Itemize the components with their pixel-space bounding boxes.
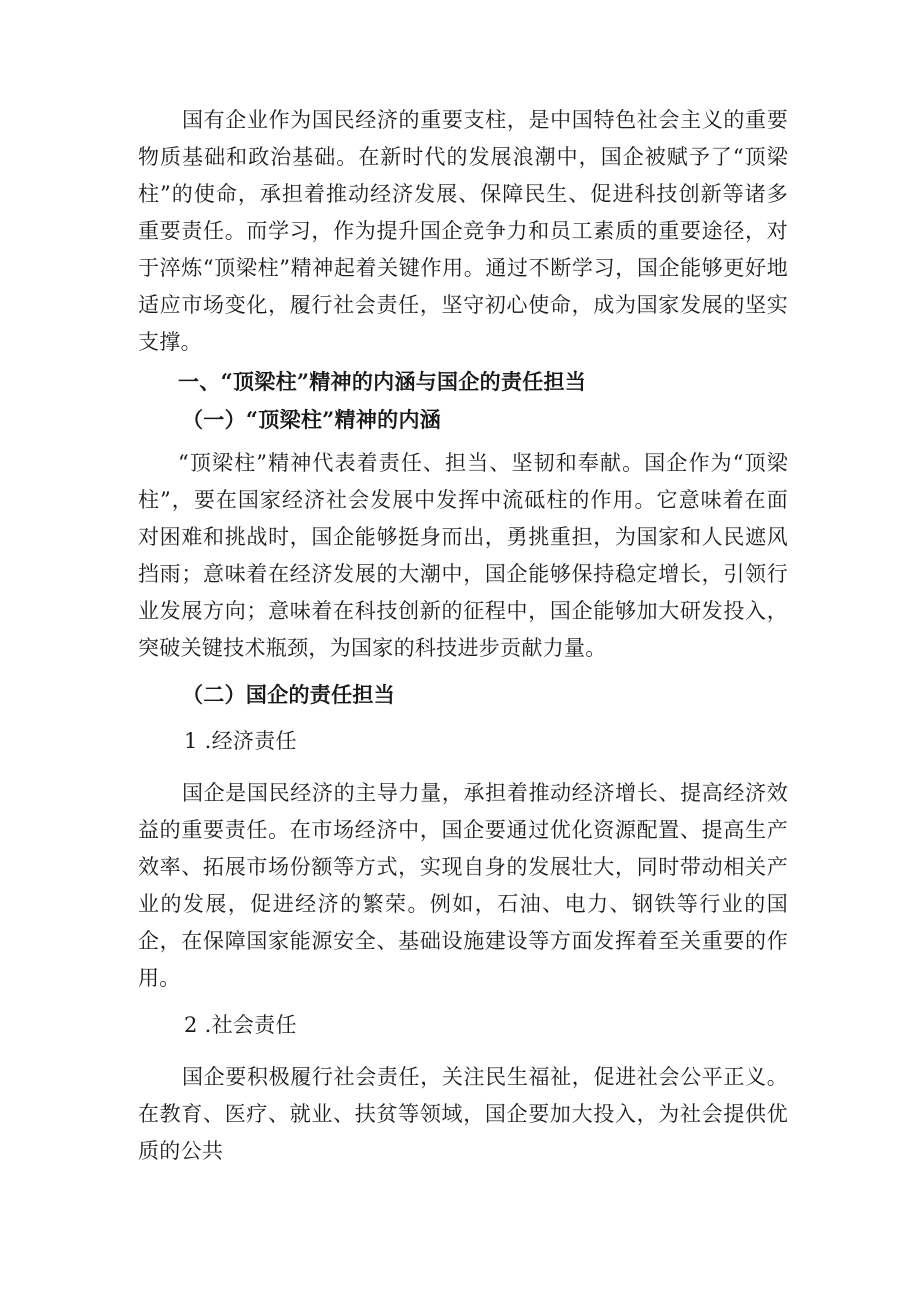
item-heading-economic: 1 .经济责任 — [184, 729, 297, 753]
item-heading-social: 2 .社会责任 — [184, 1013, 297, 1037]
social-paragraph: 国企要积极履行社会责任，关注民生福祉，促进社会公平正义。在教育、医疗、就业、扶贫等领域，国企要加大投入，为社会提供优质的公共 — [138, 1065, 788, 1163]
intro-paragraph: 国有企业作为国民经济的重要支柱，是中国特色社会主义的重要物质基础和政治基础。在新时代的发展浪潮中，国企被赋予了“顶梁柱”的使命，承担着推动经济发展、保障民生、促进科技创新等诸多重要责任。而学习，作为提升国企竞争力和员工素质的重要途径，对于淬炼“顶梁柱”精神起着关键作用。通过不断学习，国企能够更好地适应市场变化，履行社会责任，坚守初心使命，成为国家发展的坚实支撑。 — [138, 108, 788, 354]
economic-paragraph: 国企是国民经济的主导力量，承担着推动经济增长、提高经济效益的重要责任。在市场经济中，国企要通过优化资源配置、提高生产效率、拓展市场份额等方式，实现自身的发展壮大，同时带动相关产业的发展，促进经济的繁荣。例如，石油、电力、钢铁等行业的国企，在保障国家能源安全、基础设施建设等方面发挥着至关重要的作用。 — [138, 781, 788, 990]
section-heading-1: 一、“顶梁柱”精神的内涵与国企的责任担当 — [178, 369, 587, 394]
subsection-heading-1: （一）“顶梁柱”精神的内涵 — [182, 407, 442, 432]
spirit-paragraph: “顶梁柱”精神代表着责任、担当、坚韧和奉献。国企作为“顶梁柱”，要在国家经济社会发展中发挥中流砥柱的作用。它意味着在面对困难和挑战时，国企能够挺身而出，勇挑重担，为国家和人民遮风挡雨；意味着在经济发展的大潮中，国企能够保持稳定增长，引领行业发展方向；意味着在科技创新的征程中，国企能够加大研发投入，突破关键技术瓶颈，为国家的科技进步贡献力量。 — [138, 451, 788, 660]
document-body — [138, 102, 788, 1170]
subsection-heading-2: （二）国企的责任担当 — [182, 682, 395, 707]
